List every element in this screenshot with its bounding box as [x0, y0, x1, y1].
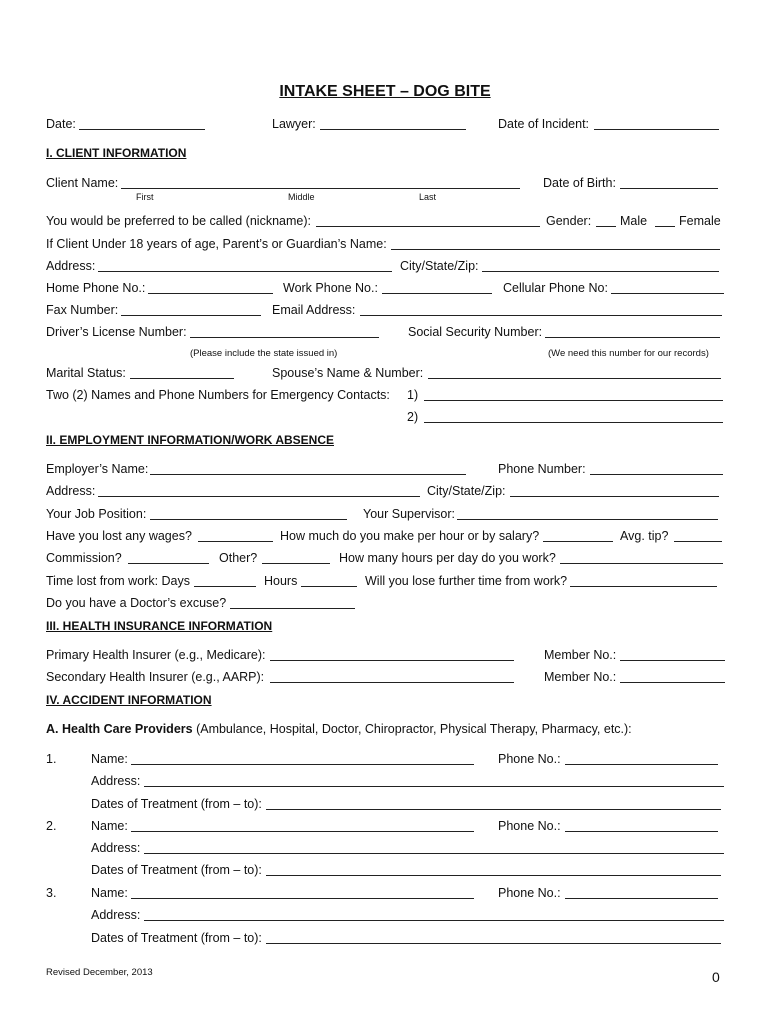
gender-female-field[interactable]: [655, 226, 675, 227]
female-label: Female: [679, 214, 721, 228]
ssn-field[interactable]: [545, 337, 720, 338]
dob-field[interactable]: [620, 188, 718, 189]
secondary-insurer-label: Secondary Health Insurer (e.g., AARP):: [46, 670, 265, 684]
hours-per-day-field[interactable]: [560, 563, 723, 564]
emergency-contact-2-field[interactable]: [424, 422, 723, 423]
section-accident-heading: IV. ACCIDENT INFORMATION: [46, 693, 212, 707]
date-field[interactable]: [79, 129, 205, 130]
address-field[interactable]: [98, 271, 392, 272]
other-field[interactable]: [262, 563, 330, 564]
provider-1-dates-field[interactable]: [266, 809, 721, 810]
gender-male-field[interactable]: [596, 226, 616, 227]
provider-number: 3.: [46, 886, 57, 900]
lawyer-label: Lawyer:: [272, 117, 316, 131]
section-health-insurance-heading: III. HEALTH INSURANCE INFORMATION: [46, 619, 273, 633]
doctor-excuse-label: Do you have a Doctor’s excuse?: [46, 596, 227, 610]
incident-date-field[interactable]: [594, 129, 719, 130]
dob-label: Date of Birth:: [543, 176, 616, 190]
incident-date-label: Date of Incident:: [498, 117, 590, 131]
provider-1-phone-field[interactable]: [565, 764, 718, 765]
lost-wages-field[interactable]: [198, 541, 273, 542]
primary-member-field[interactable]: [620, 660, 725, 661]
work-phone-field[interactable]: [382, 293, 492, 294]
spouse-label: Spouse’s Name & Number:: [272, 366, 424, 380]
employer-phone-label: Phone Number:: [498, 462, 586, 476]
city-state-zip-field[interactable]: [482, 271, 719, 272]
provider-1-name-field[interactable]: [131, 764, 474, 765]
spouse-field[interactable]: [428, 378, 721, 379]
emergency-1-number: 1): [407, 388, 419, 402]
drivers-license-label: Driver’s License Number:: [46, 325, 187, 339]
provider-3-dates-field[interactable]: [266, 943, 721, 944]
commission-field[interactable]: [128, 563, 209, 564]
provider-name-label: Name:: [91, 752, 128, 766]
provider-name-label: Name:: [91, 819, 128, 833]
provider-3-phone-field[interactable]: [565, 898, 718, 899]
secondary-insurer-field[interactable]: [270, 682, 514, 683]
work-phone-label: Work Phone No.:: [283, 281, 378, 295]
provider-2-name-field[interactable]: [131, 831, 474, 832]
cell-phone-label: Cellular Phone No:: [503, 281, 608, 295]
time-lost-hours-field[interactable]: [301, 586, 357, 587]
section-employment-heading: II. EMPLOYMENT INFORMATION/WORK ABSENCE: [46, 433, 334, 447]
provider-address-label: Address:: [91, 774, 141, 788]
supervisor-field[interactable]: [457, 519, 718, 520]
secondary-member-field[interactable]: [620, 682, 725, 683]
provider-address-label: Address:: [91, 841, 141, 855]
fax-label: Fax Number:: [46, 303, 119, 317]
emergency-contacts-label: Two (2) Names and Phone Numbers for Emergency Contacts:: [46, 388, 390, 402]
drivers-license-note: (Please include the state issued in): [190, 348, 338, 359]
provider-number: 1.: [46, 752, 57, 766]
fax-field[interactable]: [121, 315, 261, 316]
employer-address-label: Address:: [46, 484, 96, 498]
primary-member-label: Member No.:: [544, 648, 617, 662]
nickname-field[interactable]: [316, 226, 540, 227]
provider-dates-label: Dates of Treatment (from – to):: [91, 863, 262, 877]
provider-2-dates-field[interactable]: [266, 875, 721, 876]
pay-rate-field[interactable]: [543, 541, 613, 542]
provider-dates-label: Dates of Treatment (from – to):: [91, 931, 262, 945]
page-title: INTAKE SHEET – DOG BITE: [279, 83, 491, 100]
emergency-2-number: 2): [407, 410, 419, 424]
job-position-label: Your Job Position:: [46, 507, 147, 521]
commission-label: Commission?: [46, 551, 122, 565]
email-field[interactable]: [360, 315, 722, 316]
client-name-label: Client Name:: [46, 176, 119, 190]
marital-status-field[interactable]: [130, 378, 234, 379]
provider-address-label: Address:: [91, 908, 141, 922]
health-care-providers-heading: [46, 722, 632, 736]
drivers-license-field[interactable]: [190, 337, 379, 338]
ssn-label: Social Security Number:: [408, 325, 543, 339]
provider-name-label: Name:: [91, 886, 128, 900]
provider-3-address-field[interactable]: [144, 920, 724, 921]
provider-2-address-field[interactable]: [144, 853, 724, 854]
further-time-label: Will you lose further time from work?: [365, 574, 568, 588]
gender-label: Gender:: [546, 214, 592, 228]
last-name-caption: Last: [419, 192, 437, 202]
nickname-label: You would be preferred to be called (nickname):: [46, 214, 311, 228]
health-care-providers-desc: (Ambulance, Hospital, Doctor, Chiropractor, Physical Therapy, Pharmacy, etc.):: [192, 722, 632, 736]
hours-per-day-label: How many hours per day do you work?: [339, 551, 556, 565]
provider-phone-label: Phone No.:: [498, 886, 561, 900]
employer-label: Employer’s Name:: [46, 462, 149, 476]
lawyer-field[interactable]: [320, 129, 466, 130]
city-state-zip-label: City/State/Zip:: [400, 259, 479, 273]
revision-date: Revised December, 2013: [46, 967, 153, 978]
time-lost-days-field[interactable]: [194, 586, 256, 587]
primary-insurer-field[interactable]: [270, 660, 514, 661]
home-phone-field[interactable]: [148, 293, 273, 294]
middle-name-caption: Middle: [288, 192, 315, 202]
address-label: Address:: [46, 259, 96, 273]
pay-rate-label: How much do you make per hour or by salary?: [280, 529, 540, 543]
supervisor-label: Your Supervisor:: [363, 507, 455, 521]
section-client-info-heading: I. CLIENT INFORMATION: [46, 146, 187, 160]
provider-dates-label: Dates of Treatment (from – to):: [91, 797, 262, 811]
ssn-note: (We need this number for our records): [548, 348, 709, 359]
first-name-caption: First: [136, 192, 154, 202]
employer-address-field[interactable]: [98, 496, 420, 497]
avg-tip-label: Avg. tip?: [620, 529, 669, 543]
primary-insurer-label: Primary Health Insurer (e.g., Medicare):: [46, 648, 266, 662]
page-number: 0: [712, 969, 720, 985]
marital-status-label: Marital Status:: [46, 366, 126, 380]
other-label: Other?: [219, 551, 258, 565]
provider-2-phone-field[interactable]: [565, 831, 718, 832]
further-time-field[interactable]: [570, 586, 717, 587]
cell-phone-field[interactable]: [611, 293, 724, 294]
time-lost-hours-label: Hours: [264, 574, 298, 588]
doctor-excuse-field[interactable]: [230, 608, 355, 609]
home-phone-label: Home Phone No.:: [46, 281, 146, 295]
email-label: Email Address:: [272, 303, 356, 317]
secondary-member-label: Member No.:: [544, 670, 617, 684]
employer-field[interactable]: [150, 474, 466, 475]
guardian-label: If Client Under 18 years of age, Parent’s or Guardian’s Name:: [46, 237, 387, 251]
guardian-field[interactable]: [391, 249, 720, 250]
employer-csz-label: City/State/Zip:: [427, 484, 506, 498]
lost-wages-label: Have you lost any wages?: [46, 529, 192, 543]
provider-phone-label: Phone No.:: [498, 752, 561, 766]
provider-phone-label: Phone No.:: [498, 819, 561, 833]
job-position-field[interactable]: [150, 519, 347, 520]
time-lost-days-label: Time lost from work: Days: [46, 574, 191, 588]
avg-tip-field[interactable]: [674, 541, 722, 542]
male-label: Male: [620, 214, 648, 228]
provider-1-address-field[interactable]: [144, 786, 724, 787]
employer-csz-field[interactable]: [510, 496, 719, 497]
health-care-providers-title: A. Health Care Providers: [46, 722, 193, 736]
provider-number: 2.: [46, 819, 57, 833]
client-name-field[interactable]: [121, 188, 520, 189]
emergency-contact-1-field[interactable]: [424, 400, 723, 401]
date-label: Date:: [46, 117, 76, 131]
provider-3-name-field[interactable]: [131, 898, 474, 899]
employer-phone-field[interactable]: [590, 474, 723, 475]
